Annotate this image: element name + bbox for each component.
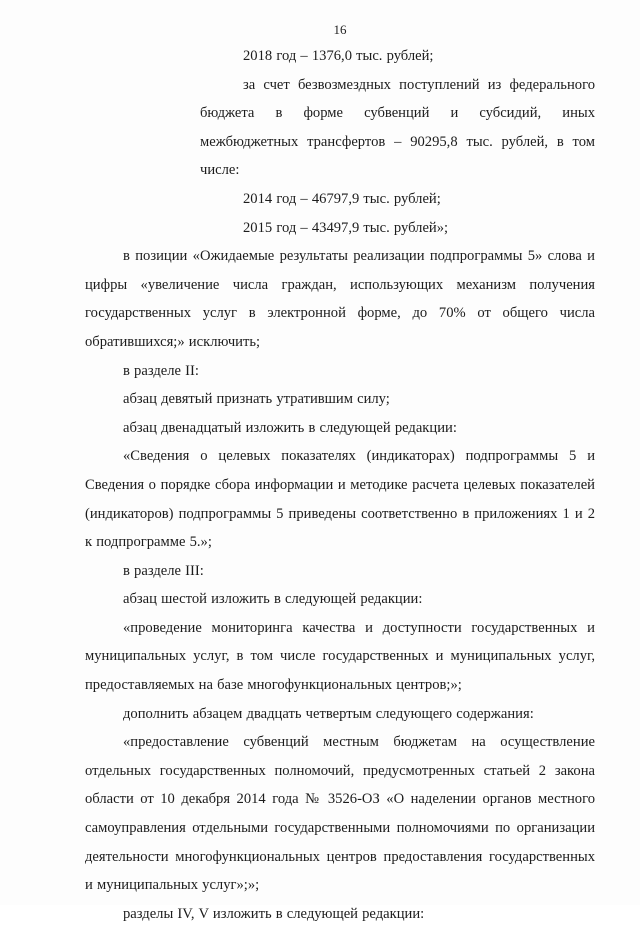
- paragraph: в разделе II:: [123, 362, 199, 379]
- paragraph: разделы IV, V изложить в следующей редакции:: [123, 905, 425, 922]
- document-body: [85, 42, 595, 928]
- paragraph: абзац девятый признать утратившим силу;: [123, 391, 390, 408]
- quote-paragraph: 2018 год – 1376,0 тыс. рублей;: [243, 48, 434, 64]
- paragraph: дополнить абзацем двадцать четвертым следующего содержания:: [123, 705, 534, 722]
- paragraph: «Сведения о целевых показателях (индикаторах) подпрограммы 5 и Сведения о порядке сбора информации и методике расчета целевых показателей (индикаторов) подпрограммы 5 приведены соответственно в приложениях 1 и 2 к подпрограмме 5.»;: [85, 448, 595, 551]
- paragraph: «предоставление субвенций местным бюджетам на осуществление отдельных государственных полномочий, предусмотренных статьей 2 закона области от 10 декабря 2014 года № 3526-ОЗ «О наделении органов местного самоуправления отдельными государственными полномочиями по организации деятельности многофункциональных центров предоставления государственных и муниципальных услуг»;»;: [85, 734, 595, 894]
- page-number: 16: [333, 22, 347, 37]
- quote-paragraph: за счет безвозмездных поступлений из федерального бюджета в форме субвенций и субсидий, иных межбюджетных трансфертов – 90295,8 тыс. рублей, в том числе:: [200, 76, 595, 179]
- paragraph: абзац шестой изложить в следующей редакции:: [123, 591, 423, 608]
- paragraph: в позиции «Ожидаемые результаты реализации подпрограммы 5» слова и цифры «увеличение числа граждан, использующих механизм получения государственных услуг в электронной форме, до 70% от общего числа обратившихся;» исключить;: [85, 248, 595, 350]
- paragraph: в разделе III:: [123, 562, 204, 579]
- paragraph: «проведение мониторинга качества и доступности государственных и муниципальных услуг, в том числе государственных и муниципальных услуг, предоставляемых на базе многофункциональных центров;»;: [85, 619, 595, 694]
- paragraph: абзац двенадцатый изложить в следующей редакции:: [123, 419, 457, 436]
- quote-paragraph: 2015 год – 43497,9 тыс. рублей»;: [243, 219, 449, 236]
- quote-paragraph: 2014 год – 46797,9 тыс. рублей;: [243, 190, 441, 207]
